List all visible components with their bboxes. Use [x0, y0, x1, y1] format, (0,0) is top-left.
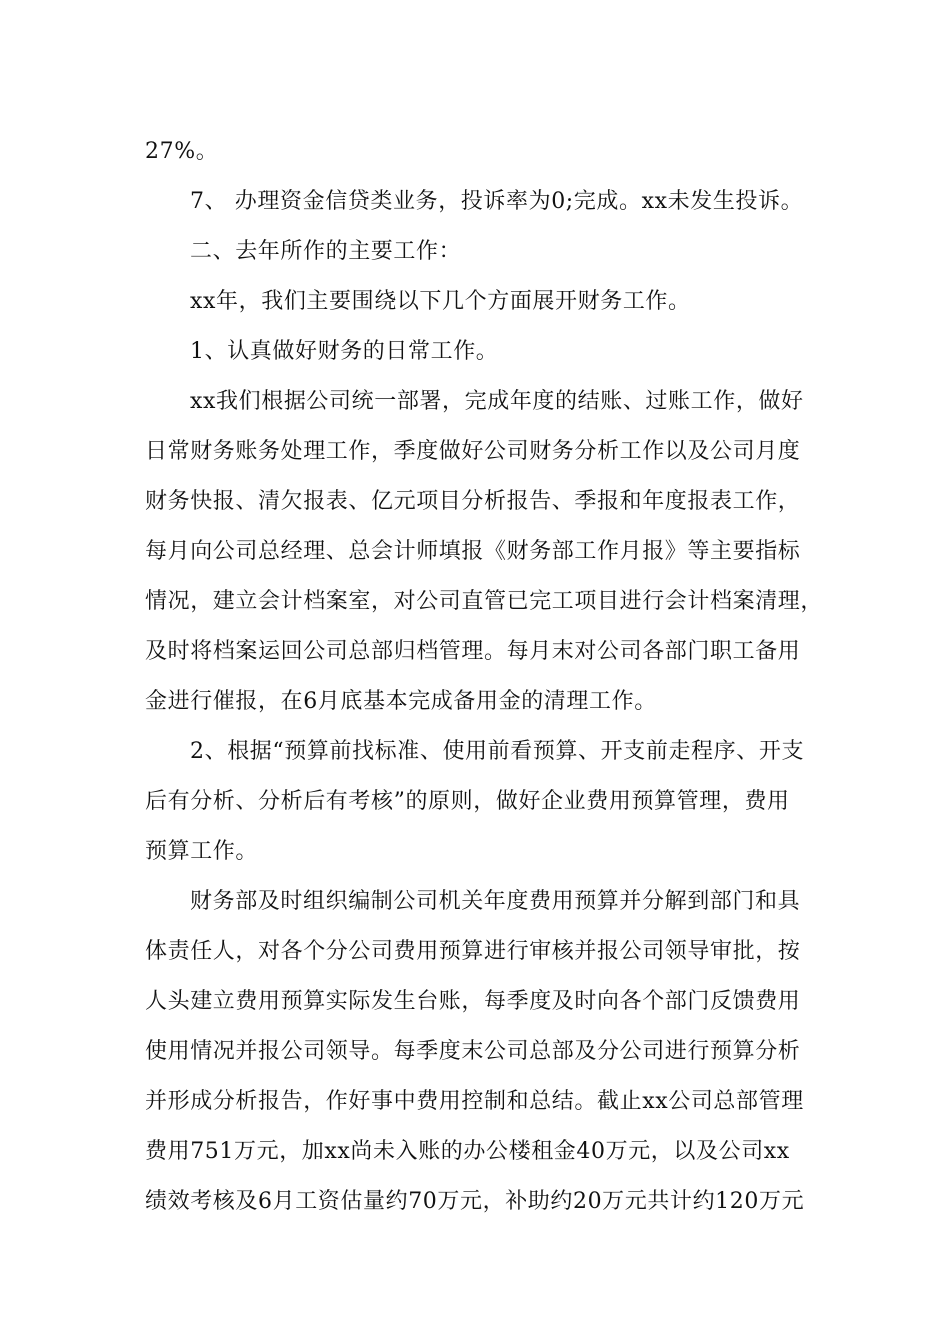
section-heading: 二、去年所作的主要工作：	[190, 239, 462, 264]
text-line: xx我们根据公司统一部署，完成年度的结账、过账工作，做好	[190, 389, 804, 414]
text-line: 27%。	[145, 139, 219, 164]
text-line: 日常财务账务处理工作，季度做好公司财务分析工作以及公司月度	[145, 439, 801, 464]
text-line: 绩效考核及6月工资估量约70万元，补助约20万元共计约120万元	[145, 1189, 805, 1214]
text-line: 并形成分析报告，作好事中费用控制和总结。截止xx公司总部管理	[145, 1089, 804, 1114]
text-line: 费用751万元，加xx尚未入账的办公楼租金40万元，以及公司xx	[145, 1139, 790, 1164]
text-line: 7、 办理资金信贷类业务，投诉率为0;完成。xx未发生投诉。	[190, 189, 804, 214]
text-line: 后有分析、分析后有考核”的原则，做好企业费用预算管理，费用	[145, 789, 790, 814]
text-line: 财务部及时组织编制公司机关年度费用预算并分解到部门和具	[190, 889, 801, 914]
text-line: 每月向公司总经理、总会计师填报《财务部工作月报》等主要指标	[145, 539, 801, 564]
text-line: 财务快报、清欠报表、亿元项目分析报告、季报和年度报表工作，	[145, 489, 801, 514]
text-line: 预算工作。	[145, 839, 259, 864]
text-line: 使用情况并报公司领导。每季度末公司总部及分公司进行预算分析	[145, 1039, 801, 1064]
subsection-heading: 1、认真做好财务的日常工作。	[190, 339, 499, 364]
text-line: xx年，我们主要围绕以下几个方面展开财务工作。	[190, 289, 691, 314]
text-line: 人头建立费用预算实际发生台账，每季度及时向各个部门反馈费用	[145, 989, 801, 1014]
text-line: 及时将档案运回公司总部归档管理。每月末对公司各部门职工备用	[145, 639, 801, 664]
text-line: 金进行催报，在6月底基本完成备用金的清理工作。	[145, 689, 657, 714]
text-line: 体责任人，对各个分公司费用预算进行审核并报公司领导审批，按	[145, 939, 801, 964]
text-line: 情况，建立会计档案室，对公司直管已完工项目进行会计档案清理，	[145, 589, 824, 614]
subsection-heading: 2、根据“预算前找标准、使用前看预算、开支前走程序、开支	[190, 739, 805, 764]
